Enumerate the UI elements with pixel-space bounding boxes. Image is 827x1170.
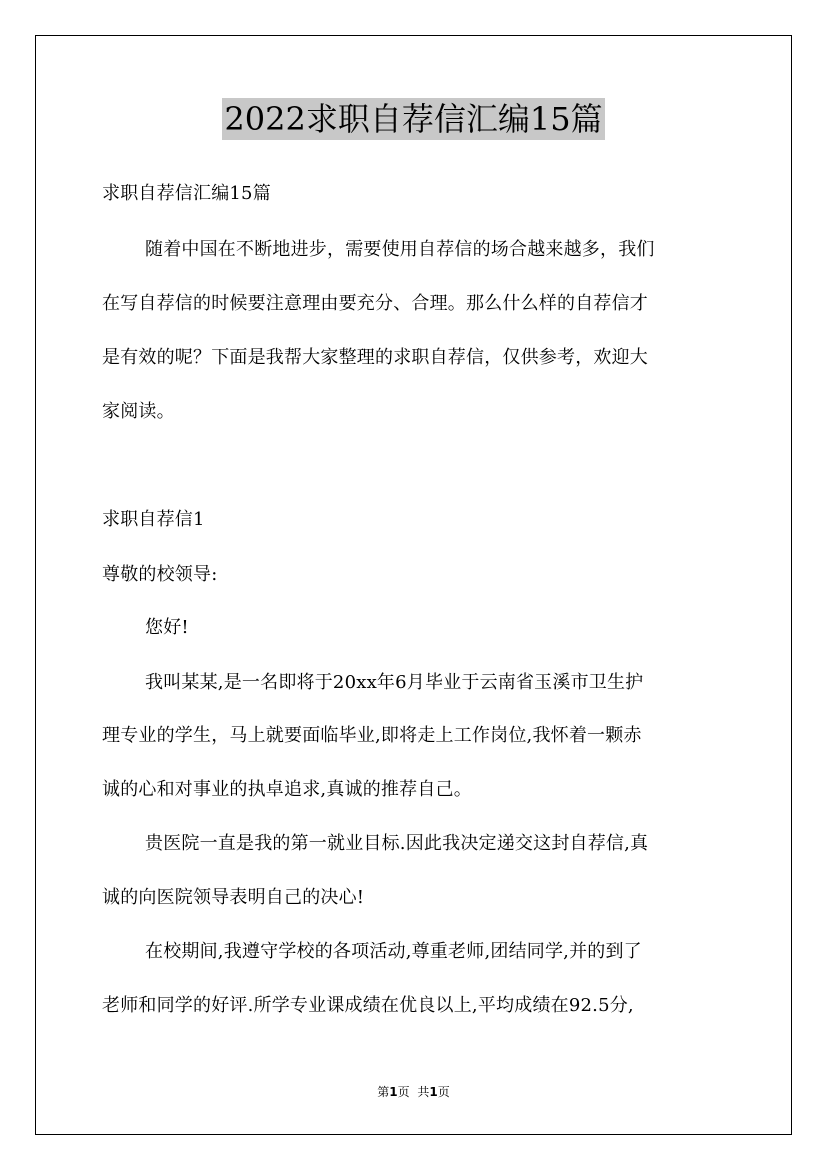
body-line-2: 理专业的学生，马上就要面临毕业,即将走上工作岗位,我怀着一颗赤 [102, 725, 642, 746]
intro-line-2: 在写自荐信的时候要注意理由要充分、合理。那么什么样的自荐信才 [102, 293, 648, 314]
page-number: 1 [389, 1085, 398, 1099]
greeting: 您好! [145, 617, 189, 638]
page-suffix: 页 [397, 1085, 410, 1099]
body-line-5: 诚的向医院领导表明自己的决心! [102, 887, 365, 908]
page-prefix: 第 [377, 1085, 390, 1099]
document-subtitle: 求职自荐信汇编15篇 [102, 183, 271, 204]
intro-line-4: 家阅读。 [102, 401, 175, 422]
body-line-4: 贵医院一直是我的第一就业目标.因此我决定递交这封自荐信,真 [145, 833, 649, 854]
section-heading: 求职自荐信1 [102, 509, 205, 530]
body-line-6: 在校期间,我遵守学校的各项活动,尊重老师,团结同学,并的到了 [145, 941, 642, 962]
total-suffix: 页 [437, 1085, 450, 1099]
body-line-1: 我叫某某,是一名即将于20xx年6月毕业于云南省玉溪市卫生护 [145, 672, 644, 693]
page-footer [0, 1084, 827, 1100]
body-line-7: 老师和同学的好评.所学专业课成绩在优良以上,平均成绩在92.5分, [102, 995, 634, 1016]
total-prefix: 共 [417, 1085, 430, 1099]
document-title [0, 98, 827, 144]
document-title-text: 2022求职自荐信汇编15篇 [224, 100, 603, 138]
total-pages: 1 [429, 1085, 438, 1099]
body-line-3: 诚的心和对事业的执卓追求,真诚的推荐自己。 [102, 779, 472, 800]
salutation: 尊敬的校领导: [102, 564, 218, 585]
intro-line-3: 是有效的呢？下面是我帮大家整理的求职自荐信，仅供参考，欢迎大 [102, 347, 648, 368]
intro-line-1: 随着中国在不断地进步，需要使用自荐信的场合越来越多，我们 [145, 239, 655, 260]
